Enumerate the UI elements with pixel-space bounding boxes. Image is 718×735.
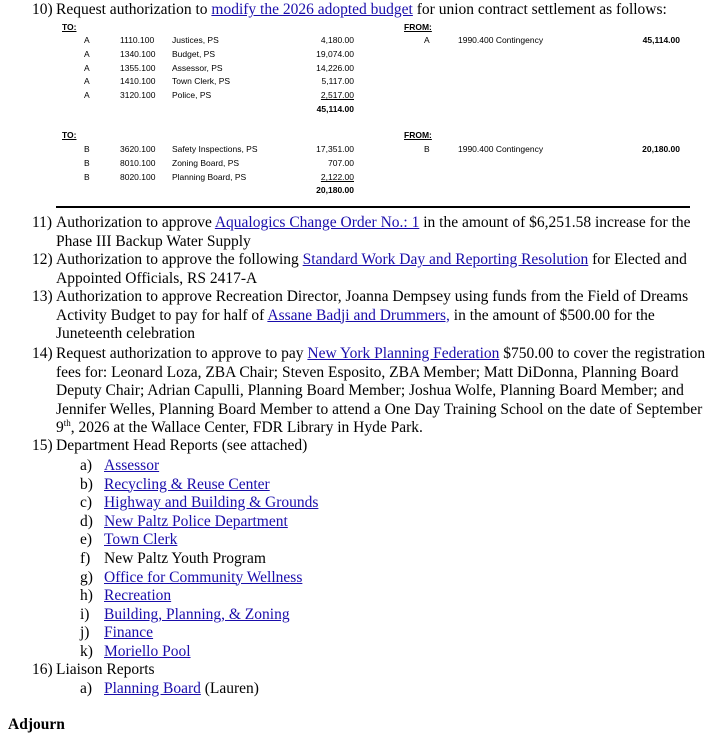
- sub-item: [80, 457, 159, 476]
- account-description: Planning Board, PS: [172, 171, 247, 182]
- sub-item-label: New Paltz Youth Program: [104, 550, 266, 567]
- planning-federation-link[interactable]: New York Planning Federation: [307, 345, 500, 362]
- sub-item: [80, 531, 177, 550]
- account-code: 3120.100: [120, 90, 156, 101]
- fund-code: A: [84, 35, 90, 45]
- sub-item-link[interactable]: Assessor: [104, 457, 160, 474]
- item-text: for union contract settlement as follows:: [416, 1, 667, 18]
- line-amount: 707.00: [328, 157, 354, 168]
- account-description: Town Clerk, PS: [172, 76, 231, 87]
- account-code: 1355.100: [120, 62, 156, 73]
- sub-item: [80, 550, 266, 569]
- sub-item-link[interactable]: Recycling & Reuse Center: [104, 475, 270, 493]
- to-label: TO:: [62, 22, 77, 32]
- item-text: Department Head Reports (see attached): [56, 437, 308, 454]
- sub-item-link[interactable]: New Paltz Police Department: [104, 512, 288, 530]
- sub-item-link[interactable]: Office for Community Wellness: [104, 568, 303, 586]
- sub-item-letter: j): [80, 624, 90, 642]
- item-text: Request authorization to approve to pay: [56, 345, 304, 362]
- item-number: 11): [32, 214, 53, 231]
- fund-code: A: [84, 62, 90, 73]
- account-description: Police, PS: [172, 90, 212, 101]
- fund-code: A: [84, 76, 90, 87]
- item-text: for Elected and Appointed Officials, RS 2417-A: [56, 251, 687, 287]
- item-text: $750.00 to cover the registration fees for: Leonard Loza, ZBA Chair; Steven Esposito, ZBA Member; Matt DiDonna, Planning Board Deputy Chair; Adrian Capulli, Planning Board Member; Joshua Wolfe, Planning Board Member; and Jennifer Welles, Planning Board Member to attend a One Day Training School on the date of September 9: [56, 345, 706, 436]
- fund-code: B: [84, 171, 90, 182]
- line-amount: 2,517.00: [320, 90, 354, 101]
- item-number: 14): [32, 345, 53, 362]
- account-code: 1110.100: [120, 35, 155, 45]
- item-number: 10): [32, 1, 53, 18]
- line-amount: 19,074.00: [316, 48, 354, 59]
- sub-item-letter: k): [80, 643, 93, 660]
- from-account: 1990.400 Contingency: [458, 144, 544, 154]
- drummers-link[interactable]: Assane Badji and Drummers,: [267, 306, 450, 324]
- item-text: Authorization to approve the following: [56, 251, 299, 268]
- sub-item: [80, 624, 153, 643]
- item-text: , 2026 at the Wallace Center, FDR Library in Hyde Park.: [70, 419, 423, 436]
- sub-item-letter: g): [80, 568, 93, 586]
- item-text: Request authorization to: [56, 1, 208, 18]
- sub-item: [80, 494, 318, 513]
- sub-item-link[interactable]: Town Clerk: [104, 531, 178, 549]
- sub-item-link[interactable]: Moriello Pool: [104, 643, 191, 660]
- line-amount: 5,117.00: [321, 76, 354, 87]
- ordinal-suffix: th: [63, 417, 71, 428]
- account-description: Zoning Board, PS: [172, 157, 240, 168]
- sub-item-letter: a): [80, 680, 93, 697]
- from-label: FROM:: [404, 22, 432, 32]
- sub-item: [80, 569, 302, 588]
- adjourn-heading: Adjourn: [8, 716, 65, 733]
- total-amount: 20,180.00: [316, 185, 354, 195]
- sub-item-link[interactable]: Planning Board: [104, 680, 201, 697]
- sub-item-link[interactable]: Finance: [104, 624, 154, 642]
- item-number: 15): [32, 437, 53, 454]
- sub-item-letter: c): [80, 494, 93, 512]
- sub-item-link[interactable]: Recreation: [104, 587, 172, 605]
- from-fund: A: [424, 35, 430, 45]
- sub-item-letter: e): [80, 531, 93, 549]
- account-code: 3620.100: [120, 144, 156, 154]
- total-amount: 45,114.00: [316, 104, 354, 114]
- sub-item-link[interactable]: Highway and Building & Grounds: [104, 494, 319, 512]
- line-amount: 14,226.00: [316, 62, 354, 73]
- sub-item: [80, 606, 290, 625]
- from-fund: B: [424, 144, 430, 154]
- account-description: Budget, PS: [172, 48, 216, 59]
- sub-item-letter: d): [80, 512, 93, 530]
- fund-code: B: [84, 157, 90, 168]
- fund-code: A: [84, 48, 90, 59]
- from-amount: 20,180.00: [642, 144, 680, 154]
- item-number: 12): [32, 251, 53, 268]
- sub-item-letter: a): [80, 457, 93, 474]
- sub-item: [80, 587, 171, 606]
- sub-item: [80, 513, 288, 532]
- sub-item-letter: h): [80, 587, 93, 605]
- sub-item-letter: b): [80, 475, 93, 493]
- account-description: Assessor, PS: [172, 62, 223, 73]
- from-amount: 45,114.00: [642, 35, 680, 45]
- account-code: 1410.100: [120, 76, 156, 87]
- fund-code: A: [84, 90, 90, 101]
- line-amount: 4,180.00: [320, 35, 354, 45]
- sub-item: [80, 476, 270, 495]
- budget-link[interactable]: modify the 2026 adopted budget: [211, 1, 413, 18]
- section-divider: [56, 206, 690, 208]
- line-amount: 2,122.00: [320, 171, 354, 182]
- resolution-link[interactable]: Standard Work Day and Reporting Resolution: [302, 251, 589, 268]
- item-text: Authorization to approve Recreation Director, Joanna Dempsey using funds from the Field of Dreams Activity Budget to pay for half of: [56, 288, 689, 324]
- item-number: 13): [32, 288, 53, 305]
- to-label: TO:: [62, 130, 77, 140]
- item-text: in the amount of $500.00 for the Juneteenth celebration: [56, 306, 655, 342]
- item-text: Authorization to approve: [56, 214, 212, 231]
- item-number: 16): [32, 661, 53, 678]
- from-label: FROM:: [404, 130, 432, 140]
- fund-code: B: [84, 144, 90, 154]
- account-description: Safety Inspections, PS: [172, 144, 258, 154]
- account-code: 1340.100: [120, 48, 156, 59]
- sub-item-letter: i): [80, 605, 90, 623]
- sub-item: [80, 643, 191, 662]
- account-code: 8020.100: [120, 171, 156, 182]
- item-text: in the amount of $6,251.58 increase for the Phase III Backup Water Supply: [56, 214, 691, 250]
- sub-item-suffix: (Lauren): [200, 680, 259, 697]
- item-text: Liaison Reports: [56, 661, 155, 678]
- sub-item: [80, 680, 259, 699]
- sub-item-letter: f): [80, 550, 91, 567]
- account-code: 8010.100: [120, 157, 156, 168]
- line-amount: 17,351.00: [316, 144, 354, 154]
- account-description: Justices, PS: [172, 35, 219, 45]
- sub-item-link[interactable]: Building, Planning, & Zoning: [104, 605, 290, 623]
- from-account: 1990.400 Contingency: [458, 35, 544, 45]
- change-order-link[interactable]: Aqualogics Change Order No.: 1: [214, 214, 420, 231]
